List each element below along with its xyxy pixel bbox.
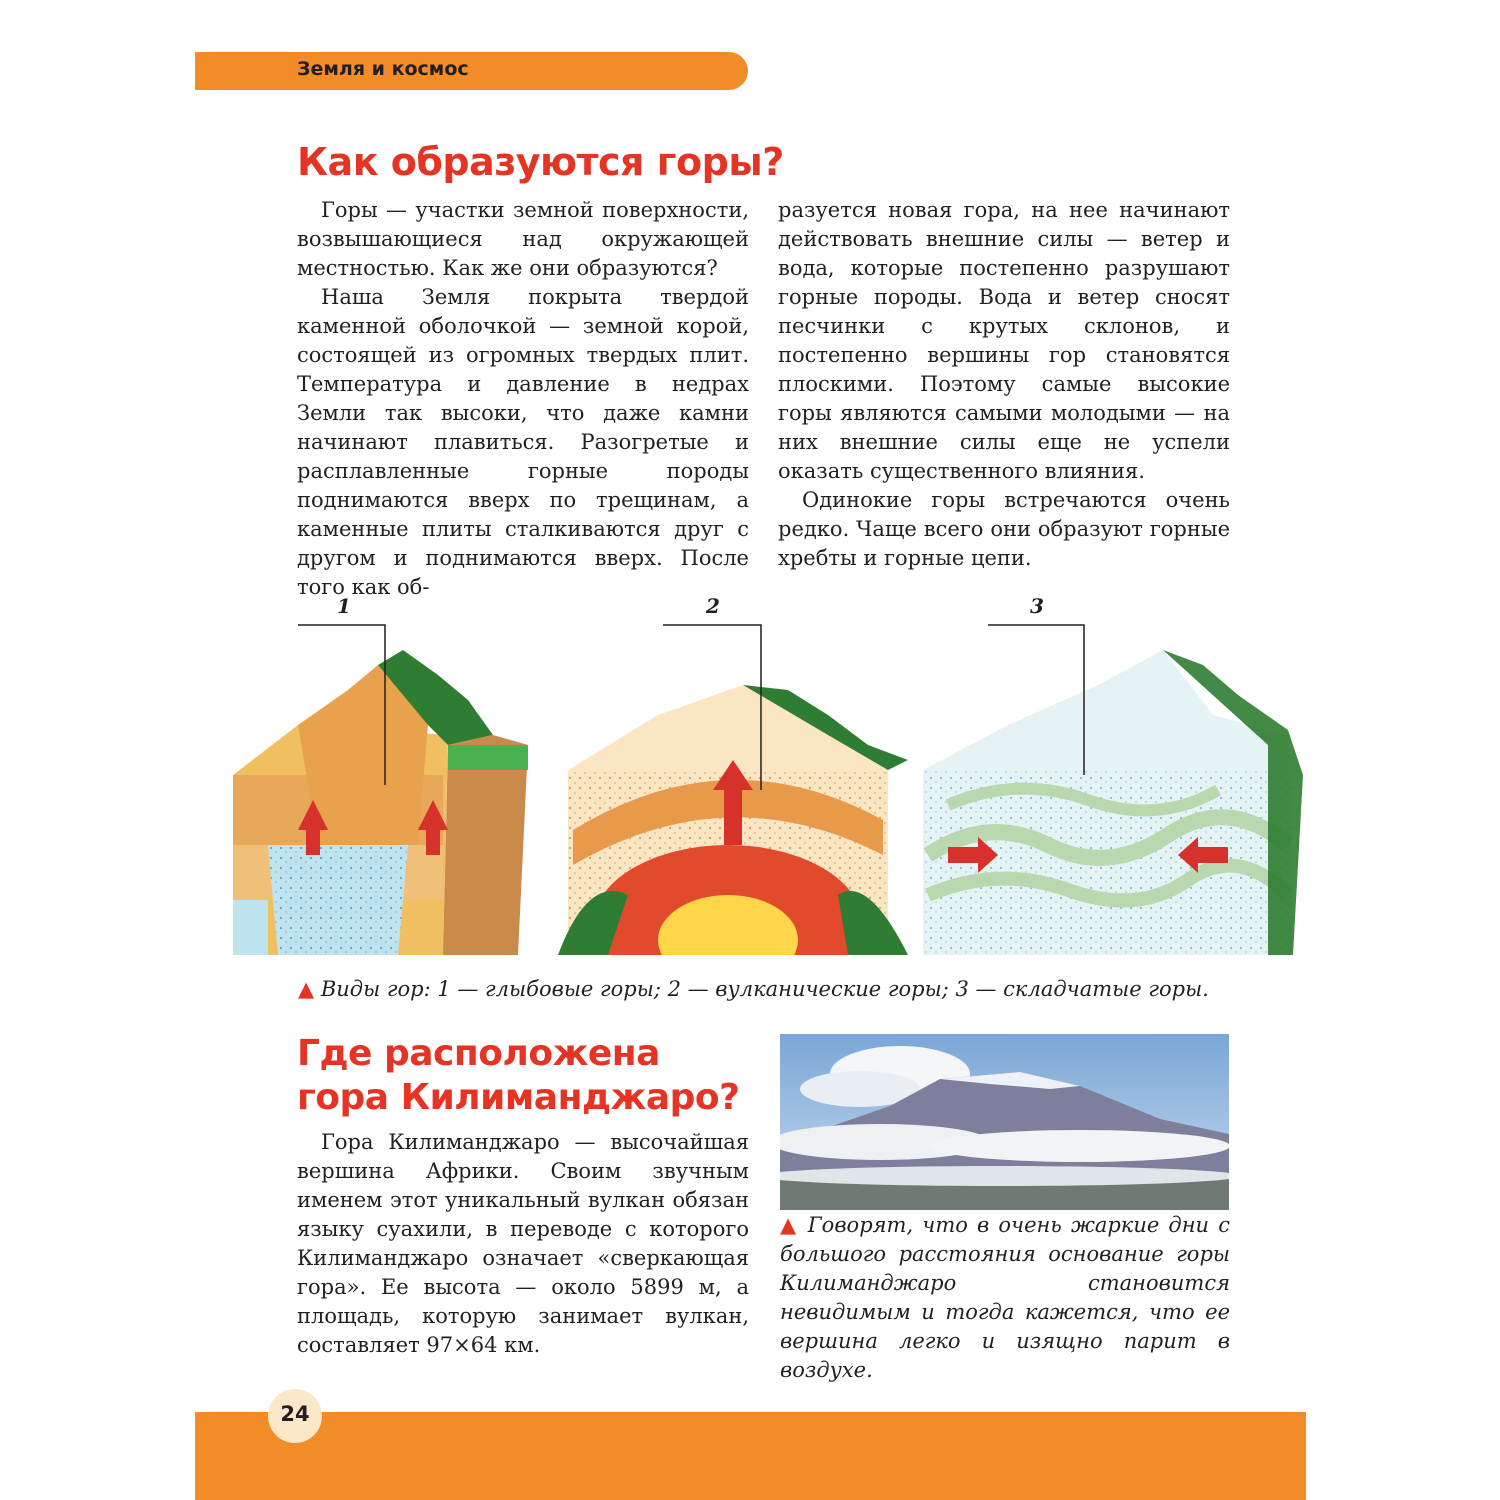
- page-number: 24: [280, 1402, 310, 1426]
- article-title-kilimanjaro: [297, 1032, 740, 1120]
- footer-bar: [195, 1412, 1306, 1500]
- block-mountains-illustration: [233, 650, 528, 955]
- volcanic-mountains-illustration: [558, 685, 908, 955]
- paragraph: Наша Земля покрыта твердой каменной оболочкой — земной корой, состоящей из огромных твердых плит. Температура и давление в недрах Земли так высоки, что даже камни начинают плавиться. Разогретые и расплавленные горные породы поднимаются вверх по трещинам, а каменные плиты сталкиваются друг с другом и поднимаются вверх. После того как об-: [297, 285, 749, 599]
- title-line-1: Где расположена: [297, 1033, 660, 1074]
- section-header-bar: [195, 52, 748, 90]
- caption-marker-icon: ▲: [780, 1213, 799, 1237]
- figure-label-1: 1: [337, 594, 351, 618]
- figure-caption-text: Виды гор: 1 — глыбовые горы; 2 — вулканические горы; 3 — складчатые горы.: [320, 977, 1209, 1001]
- paragraph: разуется новая гора, на нее начинают действовать внешние силы — ветер и вода, которые постепенно разрушают горные породы. Вода и ветер сносят песчинки с крутых склонов, и постепенно вершины гор становятся плоскими. Поэтому самые высокие горы являются самыми молодыми — на них внешние силы еще не успели оказать существенного влияния.: [778, 198, 1230, 483]
- title-line-2: гора Килиманджаро?: [297, 1077, 740, 1118]
- article-title-mountains: Как образуются горы?: [297, 140, 784, 184]
- figure-caption: [298, 975, 1238, 1004]
- article1-column-left: [297, 196, 749, 602]
- figure-label-3: 3: [1030, 594, 1044, 618]
- paragraph: Одинокие горы встречаются очень редко. Чаще всего они образуют горные хребты и горные цепи.: [778, 488, 1230, 570]
- paragraph: Горы — участки земной поверхности, возвышающиеся над окружающей местностью. Как же они образуются?: [297, 198, 749, 280]
- folded-mountains-illustration: [923, 650, 1303, 955]
- article1-column-right: [778, 196, 1230, 573]
- photo-caption: [780, 1211, 1230, 1385]
- photo-caption-text: Говорят, что в очень жаркие дни с большого расстояния основание горы Килиманджаро становится невидимым и тогда кажется, что ее вершина легко и изящно парит в воздухе.: [780, 1213, 1230, 1382]
- paragraph: Гора Килиманджаро — высочайшая вершина Африки. Своим звучным именем этот уникальный вулкан обязан языку суахили, в переводе с которого Килиманджаро означает «сверкающая гора». Ее высота — около 5899 м, а площадь, которую занимает вулкан, составляет 97×64 км.: [297, 1130, 749, 1357]
- mountain-types-diagram: [228, 595, 1303, 955]
- article2-body: [297, 1128, 749, 1360]
- section-title: Земля и космос: [297, 58, 469, 80]
- caption-marker-icon: ▲: [298, 977, 315, 1001]
- figure-label-2: 2: [706, 594, 720, 618]
- kilimanjaro-photo: [780, 1034, 1229, 1210]
